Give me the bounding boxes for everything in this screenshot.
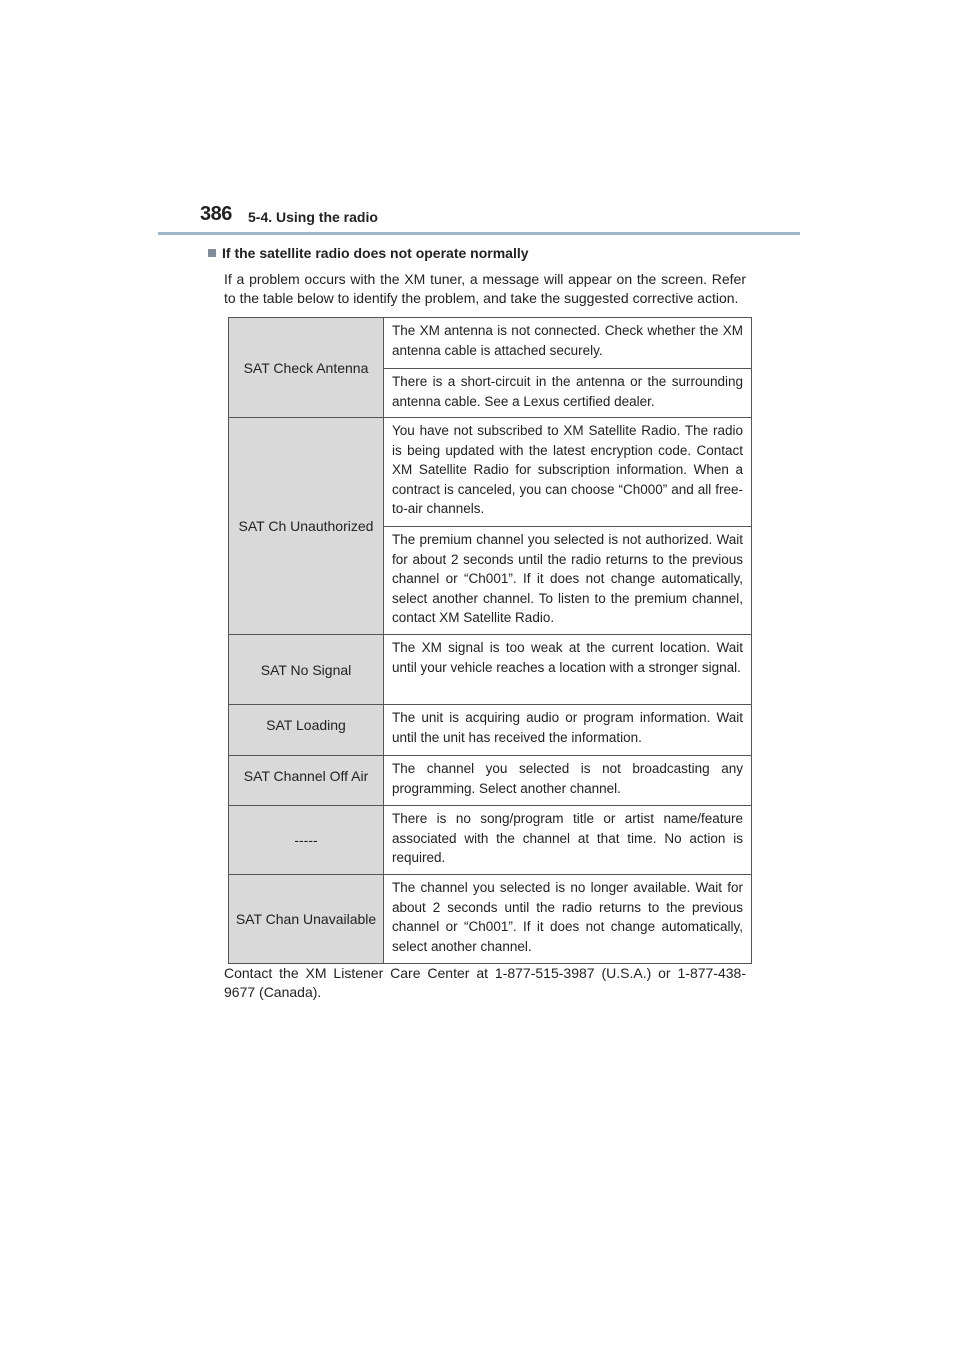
description-column	[384, 418, 751, 634]
square-bullet-icon	[208, 249, 216, 257]
description-column	[384, 756, 751, 805]
description-column	[384, 806, 751, 874]
header-divider	[158, 232, 800, 235]
message-code: SAT No Signal	[229, 635, 384, 704]
contact-note: Contact the XM Listener Care Center at 1-877-515-3987 (U.S.A.) or 1-877-438-9677 (Canada).	[224, 965, 746, 1000]
page-header	[200, 203, 800, 233]
subheading	[208, 245, 529, 261]
message-description: The premium channel you selected is not authorized. Wait for about 2 seconds until the radio returns to the previous channel or “Ch001”. If it does not change automatically, select another channel. To listen to the premium channel, contact XM Satellite Radio.	[384, 526, 751, 634]
message-code: -----	[229, 806, 384, 874]
message-code: SAT Ch Unauthorized	[229, 418, 384, 634]
subheading-text: If the satellite radio does not operate normally	[222, 245, 529, 261]
message-description: The XM signal is too weak at the current location. Wait until your vehicle reaches a location with a stronger signal.	[392, 640, 743, 675]
message-code: SAT Loading	[229, 705, 384, 755]
message-code: SAT Check Antenna	[229, 318, 384, 417]
message-description: You have not subscribed to XM Satellite Radio. The radio is being updated with the latest encryption code. Contact XM Satellite Radio for subscription information. When a contract is canceled, you can choose “Ch000” and all free-to-air channels.	[392, 423, 743, 516]
table-row	[229, 705, 751, 756]
description-column	[384, 318, 751, 417]
message-description: The unit is acquiring audio or program information. Wait until the unit has received the information.	[392, 710, 743, 745]
section-title: 5-4. Using the radio	[248, 209, 378, 225]
table-row	[229, 875, 751, 964]
table-row	[229, 756, 751, 806]
page-number: 386	[200, 203, 232, 225]
message-code: SAT Channel Off Air	[229, 756, 384, 805]
message-description: The XM antenna is not connected. Check whether the XM antenna cable is attached securely.	[392, 323, 743, 358]
table-row	[229, 418, 751, 635]
message-code: SAT Chan Unavailable	[229, 875, 384, 963]
description-column	[384, 875, 751, 963]
message-table	[228, 317, 752, 964]
message-description: The channel you selected is no longer available. Wait for about 2 seconds until the radio returns to the previous channel or “Ch001”. If it does not change automatically, select another channel.	[392, 880, 743, 954]
table-row	[229, 318, 751, 418]
description-column	[384, 705, 751, 755]
description-column	[384, 635, 751, 704]
message-description: The channel you selected is not broadcasting any programming. Select another channel.	[392, 761, 743, 796]
intro-paragraph: If a problem occurs with the XM tuner, a message will appear on the screen. Refer to the table below to identify the problem, and take the suggested corrective action.	[224, 271, 746, 306]
message-description: There is no song/program title or artist name/feature associated with the channel at that time. No action is required.	[392, 811, 743, 865]
message-description: There is a short-circuit in the antenna or the surrounding antenna cable. See a Lexus certified dealer.	[384, 368, 751, 417]
table-row	[229, 635, 751, 705]
table-row	[229, 806, 751, 875]
